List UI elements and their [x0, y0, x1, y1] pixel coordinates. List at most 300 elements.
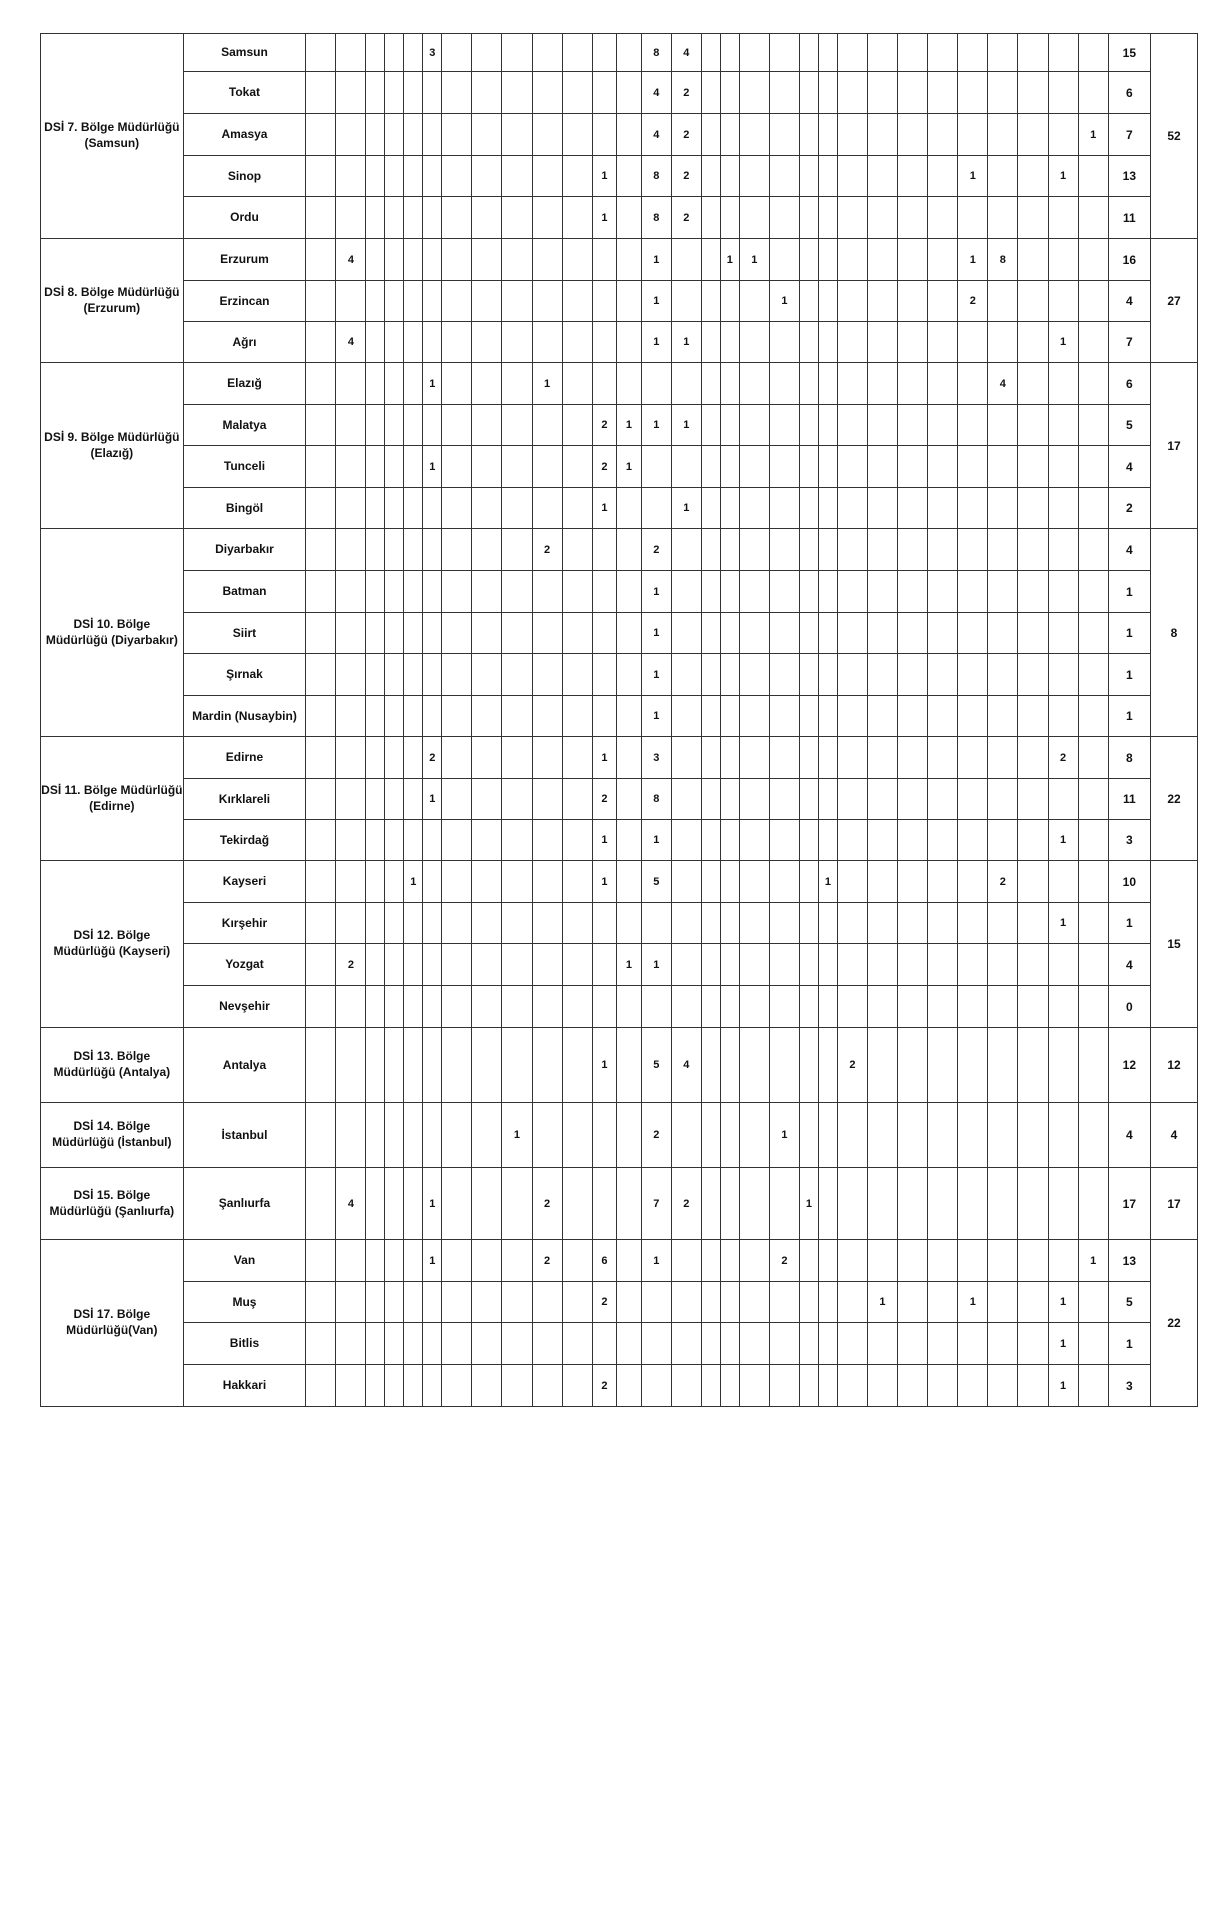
data-cell — [671, 613, 701, 654]
data-cell — [1048, 1168, 1078, 1240]
data-cell — [385, 654, 404, 696]
data-cell — [837, 446, 867, 488]
data-cell — [502, 779, 532, 820]
data-cell: 6 — [592, 1240, 617, 1282]
table-row — [41, 654, 1198, 696]
data-cell: 1 — [799, 1168, 818, 1240]
data-cell — [837, 654, 867, 696]
data-cell — [336, 654, 366, 696]
data-cell — [472, 1282, 502, 1323]
data-cell — [385, 1168, 404, 1240]
data-cell — [641, 1282, 671, 1323]
data-cell — [562, 1168, 592, 1240]
data-cell — [769, 1323, 799, 1365]
data-cell — [1078, 654, 1108, 696]
data-cell — [988, 696, 1018, 737]
data-cell — [306, 944, 336, 986]
data-cell — [867, 322, 897, 363]
data-cell — [671, 1365, 701, 1407]
data-cell — [701, 197, 720, 239]
data-cell — [502, 1365, 532, 1407]
data-cell — [898, 529, 928, 571]
data-cell — [958, 737, 988, 779]
table-row — [41, 405, 1198, 446]
data-cell — [898, 239, 928, 281]
data-cell — [867, 820, 897, 861]
data-cell — [799, 737, 818, 779]
data-cell — [720, 737, 739, 779]
data-cell — [701, 613, 720, 654]
province-total-cell: 1 — [1108, 696, 1150, 737]
data-cell — [366, 903, 385, 944]
data-cell — [562, 1365, 592, 1407]
data-cell — [385, 446, 404, 488]
data-cell — [867, 114, 897, 156]
data-cell — [928, 1282, 958, 1323]
data-cell — [423, 861, 442, 903]
data-cell: 1 — [641, 820, 671, 861]
data-cell — [404, 571, 423, 613]
data-cell — [385, 34, 404, 72]
data-cell: 1 — [641, 613, 671, 654]
data-cell: 2 — [671, 1168, 701, 1240]
data-cell: 2 — [641, 529, 671, 571]
province-total-cell: 1 — [1108, 903, 1150, 944]
data-cell — [739, 1365, 769, 1407]
data-cell: 2 — [671, 156, 701, 197]
data-cell — [898, 779, 928, 820]
data-cell — [769, 1168, 799, 1240]
province-total-cell: 15 — [1108, 34, 1150, 72]
province-total-cell: 7 — [1108, 114, 1150, 156]
data-cell — [739, 156, 769, 197]
data-cell: 1 — [423, 363, 442, 405]
data-cell — [442, 696, 472, 737]
data-cell — [1078, 72, 1108, 114]
data-cell — [769, 903, 799, 944]
data-cell — [769, 363, 799, 405]
data-cell — [306, 322, 336, 363]
data-cell — [1078, 34, 1108, 72]
data-cell — [336, 197, 366, 239]
data-cell — [928, 34, 958, 72]
data-cell — [1048, 488, 1078, 529]
data-cell — [502, 239, 532, 281]
data-cell — [671, 861, 701, 903]
data-cell — [404, 1365, 423, 1407]
data-cell — [385, 363, 404, 405]
data-cell — [562, 737, 592, 779]
data-cell — [958, 363, 988, 405]
data-cell — [404, 613, 423, 654]
data-cell — [306, 779, 336, 820]
data-cell — [988, 1028, 1018, 1103]
data-cell — [423, 613, 442, 654]
data-cell — [818, 322, 837, 363]
data-cell — [502, 1282, 532, 1323]
data-cell — [898, 72, 928, 114]
province-cell-hakkari: Hakkari — [183, 1365, 306, 1407]
data-cell — [701, 696, 720, 737]
province-cell-i-stanbul: İstanbul — [183, 1103, 306, 1168]
data-cell — [306, 861, 336, 903]
data-cell — [739, 571, 769, 613]
data-cell — [306, 986, 336, 1028]
data-cell — [502, 1168, 532, 1240]
data-cell — [617, 363, 642, 405]
data-cell — [404, 1282, 423, 1323]
data-cell — [988, 1282, 1018, 1323]
data-cell — [1078, 322, 1108, 363]
data-cell — [423, 405, 442, 446]
data-cell — [442, 820, 472, 861]
region-name-cell: DSİ 8. Bölge Müdürlüğü (Erzurum) — [41, 239, 184, 363]
data-cell — [423, 654, 442, 696]
data-cell: 1 — [1078, 1240, 1108, 1282]
data-cell — [1048, 529, 1078, 571]
data-cell — [867, 197, 897, 239]
data-cell — [818, 239, 837, 281]
data-cell — [988, 1240, 1018, 1282]
data-cell — [404, 820, 423, 861]
data-cell: 4 — [671, 34, 701, 72]
data-cell — [958, 322, 988, 363]
data-cell: 1 — [592, 737, 617, 779]
data-cell — [306, 737, 336, 779]
data-cell — [404, 1028, 423, 1103]
province-cell-sirnak: Şırnak — [183, 654, 306, 696]
data-cell — [671, 654, 701, 696]
data-cell: 2 — [592, 779, 617, 820]
data-cell — [306, 571, 336, 613]
data-cell — [423, 1028, 442, 1103]
data-cell — [306, 1365, 336, 1407]
data-cell — [472, 696, 502, 737]
data-cell — [799, 986, 818, 1028]
table-row — [41, 529, 1198, 571]
data-cell — [306, 405, 336, 446]
data-cell — [423, 529, 442, 571]
data-cell — [532, 446, 562, 488]
data-cell — [837, 986, 867, 1028]
province-total-cell: 4 — [1108, 446, 1150, 488]
data-cell — [562, 861, 592, 903]
data-cell — [818, 986, 837, 1028]
data-cell — [532, 1323, 562, 1365]
data-cell — [404, 72, 423, 114]
data-cell — [769, 72, 799, 114]
data-cell — [366, 363, 385, 405]
data-cell: 5 — [641, 861, 671, 903]
data-cell — [385, 861, 404, 903]
data-cell — [532, 654, 562, 696]
data-cell — [306, 156, 336, 197]
data-cell — [701, 239, 720, 281]
data-cell — [739, 34, 769, 72]
data-cell — [592, 363, 617, 405]
data-cell — [1018, 488, 1048, 529]
data-cell — [385, 1365, 404, 1407]
data-cell — [617, 1028, 642, 1103]
data-cell — [502, 696, 532, 737]
data-cell — [739, 1103, 769, 1168]
data-cell — [988, 654, 1018, 696]
data-cell — [818, 405, 837, 446]
data-cell — [720, 820, 739, 861]
data-cell — [502, 156, 532, 197]
data-cell — [769, 779, 799, 820]
data-cell — [366, 1365, 385, 1407]
data-cell: 1 — [592, 156, 617, 197]
data-cell — [385, 488, 404, 529]
data-cell — [336, 861, 366, 903]
data-cell: 1 — [769, 1103, 799, 1168]
data-cell — [928, 363, 958, 405]
data-cell — [1078, 529, 1108, 571]
data-cell — [898, 654, 928, 696]
table-row — [41, 696, 1198, 737]
data-cell — [867, 861, 897, 903]
data-cell — [423, 986, 442, 1028]
table-row — [41, 281, 1198, 322]
data-cell — [562, 239, 592, 281]
data-cell: 1 — [1048, 820, 1078, 861]
data-cell — [818, 779, 837, 820]
province-cell-erzincan: Erzincan — [183, 281, 306, 322]
data-cell: 1 — [592, 820, 617, 861]
province-cell-agri: Ağrı — [183, 322, 306, 363]
data-cell — [988, 156, 1018, 197]
data-cell — [1018, 1323, 1048, 1365]
data-cell — [1018, 197, 1048, 239]
data-cell — [502, 488, 532, 529]
data-cell: 8 — [641, 197, 671, 239]
data-cell — [472, 156, 502, 197]
province-cell-sinop: Sinop — [183, 156, 306, 197]
data-cell — [404, 1323, 423, 1365]
data-cell — [720, 72, 739, 114]
data-cell — [988, 903, 1018, 944]
data-cell — [617, 1365, 642, 1407]
data-cell — [769, 114, 799, 156]
data-cell — [442, 944, 472, 986]
data-cell — [592, 903, 617, 944]
data-cell: 5 — [641, 1028, 671, 1103]
data-cell — [306, 1282, 336, 1323]
data-cell: 2 — [958, 281, 988, 322]
data-cell — [988, 34, 1018, 72]
data-cell — [617, 696, 642, 737]
data-cell — [502, 72, 532, 114]
data-cell — [799, 779, 818, 820]
data-cell — [336, 1323, 366, 1365]
data-cell — [720, 446, 739, 488]
data-cell — [502, 1323, 532, 1365]
data-cell — [769, 1028, 799, 1103]
data-cell — [442, 654, 472, 696]
data-cell — [1078, 737, 1108, 779]
data-cell — [928, 903, 958, 944]
data-cell — [562, 779, 592, 820]
data-cell — [423, 1365, 442, 1407]
data-cell — [502, 654, 532, 696]
data-cell — [799, 322, 818, 363]
data-cell — [671, 1103, 701, 1168]
data-cell — [336, 114, 366, 156]
data-cell — [366, 239, 385, 281]
data-cell — [958, 571, 988, 613]
data-cell — [423, 944, 442, 986]
province-cell-nevsehir: Nevşehir — [183, 986, 306, 1028]
data-cell — [898, 1240, 928, 1282]
data-cell — [818, 156, 837, 197]
data-cell — [769, 820, 799, 861]
data-cell: 1 — [1048, 903, 1078, 944]
data-cell — [1078, 1323, 1108, 1365]
data-cell — [988, 446, 1018, 488]
data-cell — [385, 696, 404, 737]
data-cell — [532, 986, 562, 1028]
data-cell — [837, 1168, 867, 1240]
data-cell — [385, 322, 404, 363]
data-cell: 1 — [592, 197, 617, 239]
province-total-cell: 1 — [1108, 654, 1150, 696]
data-cell — [1078, 281, 1108, 322]
data-cell — [818, 820, 837, 861]
data-cell: 1 — [671, 488, 701, 529]
data-cell — [385, 1028, 404, 1103]
data-cell — [928, 72, 958, 114]
data-cell — [928, 1323, 958, 1365]
data-cell — [366, 281, 385, 322]
data-cell — [720, 696, 739, 737]
data-cell — [306, 34, 336, 72]
data-cell — [562, 114, 592, 156]
data-cell — [336, 571, 366, 613]
data-cell — [928, 322, 958, 363]
data-cell — [1048, 613, 1078, 654]
data-cell: 2 — [592, 1282, 617, 1323]
data-cell — [818, 1103, 837, 1168]
data-cell — [837, 239, 867, 281]
data-cell — [867, 696, 897, 737]
data-cell — [404, 239, 423, 281]
data-cell — [701, 654, 720, 696]
data-cell — [617, 72, 642, 114]
data-cell — [837, 197, 867, 239]
region-province-table — [40, 33, 1198, 1407]
data-cell — [1048, 986, 1078, 1028]
data-cell — [928, 1168, 958, 1240]
data-cell — [837, 322, 867, 363]
data-cell — [928, 696, 958, 737]
data-cell — [366, 571, 385, 613]
data-cell — [837, 488, 867, 529]
data-cell — [867, 654, 897, 696]
data-cell — [1078, 613, 1108, 654]
data-cell — [837, 779, 867, 820]
data-cell — [898, 944, 928, 986]
data-cell — [671, 820, 701, 861]
data-cell — [306, 114, 336, 156]
data-cell — [671, 446, 701, 488]
data-cell — [867, 239, 897, 281]
data-cell — [720, 903, 739, 944]
data-cell — [336, 903, 366, 944]
data-cell — [617, 613, 642, 654]
data-cell — [701, 571, 720, 613]
data-cell — [562, 405, 592, 446]
data-cell — [472, 529, 502, 571]
province-total-cell: 10 — [1108, 861, 1150, 903]
data-cell — [1048, 114, 1078, 156]
data-cell — [404, 488, 423, 529]
data-cell — [472, 944, 502, 986]
data-cell — [562, 1103, 592, 1168]
data-cell — [837, 114, 867, 156]
data-cell — [867, 779, 897, 820]
data-cell — [988, 737, 1018, 779]
data-cell — [1078, 944, 1108, 986]
data-cell — [442, 488, 472, 529]
data-cell — [1048, 405, 1078, 446]
data-cell: 2 — [336, 944, 366, 986]
region-total-cell: 17 — [1151, 363, 1198, 529]
data-cell — [671, 737, 701, 779]
data-cell — [336, 820, 366, 861]
province-total-cell: 4 — [1108, 1103, 1150, 1168]
data-cell — [818, 446, 837, 488]
data-cell — [442, 529, 472, 571]
data-cell — [502, 446, 532, 488]
data-cell — [720, 571, 739, 613]
province-total-cell: 4 — [1108, 281, 1150, 322]
data-cell — [720, 114, 739, 156]
data-cell — [799, 239, 818, 281]
data-cell — [532, 488, 562, 529]
data-cell — [404, 654, 423, 696]
data-cell — [818, 737, 837, 779]
data-cell: 1 — [617, 446, 642, 488]
data-cell: 1 — [641, 571, 671, 613]
table-row — [41, 197, 1198, 239]
data-cell: 2 — [592, 405, 617, 446]
data-cell — [423, 281, 442, 322]
data-cell — [532, 322, 562, 363]
data-cell: 2 — [592, 446, 617, 488]
data-cell: 1 — [617, 944, 642, 986]
data-cell — [958, 1028, 988, 1103]
data-cell — [592, 944, 617, 986]
data-cell — [739, 363, 769, 405]
data-cell — [958, 446, 988, 488]
data-cell — [1048, 571, 1078, 613]
data-cell — [867, 281, 897, 322]
data-cell: 1 — [641, 281, 671, 322]
region-total-cell: 27 — [1151, 239, 1198, 363]
data-cell — [958, 654, 988, 696]
data-cell — [720, 613, 739, 654]
data-cell — [818, 696, 837, 737]
province-cell-mardin-nusaybin: Mardin (Nusaybin) — [183, 696, 306, 737]
data-cell — [617, 281, 642, 322]
data-cell: 1 — [423, 446, 442, 488]
data-cell — [1078, 1168, 1108, 1240]
data-cell — [502, 1240, 532, 1282]
region-total-cell: 15 — [1151, 861, 1198, 1028]
data-cell — [837, 903, 867, 944]
data-cell — [1018, 944, 1048, 986]
